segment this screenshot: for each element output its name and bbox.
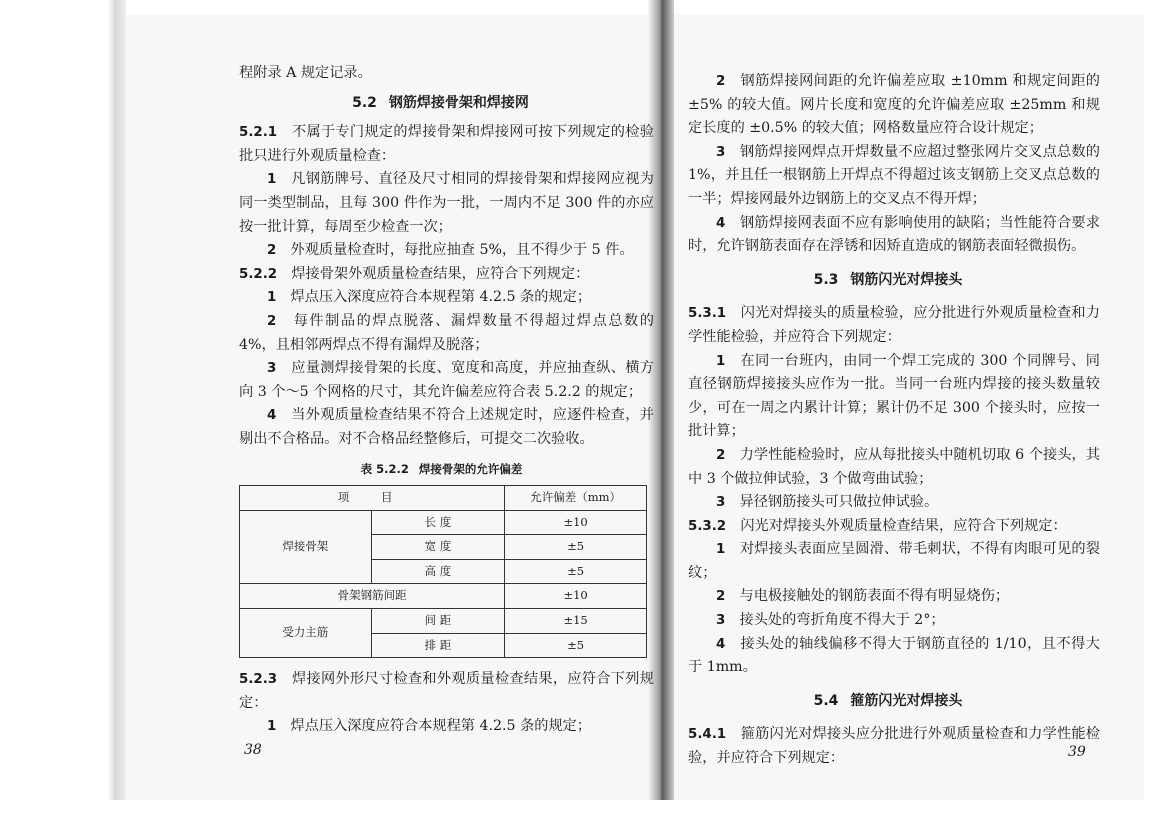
page-number-right: 39 [1068,744,1086,760]
clause-5-3-1 [688,302,1100,349]
item-5-3-1-1 [688,350,1100,444]
clause-number: 5.2.2 [239,266,278,282]
item-5-2-2-4 [239,404,654,451]
item-5-2-2-3 [239,357,654,404]
item-number: 1 [716,542,726,558]
item-5-2-3-4 [688,212,1100,259]
item-number: 2 [716,74,726,89]
item-5-3-2-3 [688,609,1100,633]
clause-5-2-1 [239,121,654,168]
section-heading-5-2 [239,92,654,116]
section-number: 5.2 [352,94,377,111]
item-text: 异径钢筋接头可只做拉伸试验。 [739,494,939,511]
item-number: 4 [716,636,726,652]
row-label: 长 度 [371,510,505,535]
item-number: 2 [716,589,726,605]
row-label: 宽 度 [371,535,505,560]
item-number: 1 [267,719,277,735]
item-text: 在同一台班内，由同一个焊工完成的 300 个同牌号、同直径钢筋焊接接头应作为一批。当同一台班内焊接的接头数量较少，可在一周之内累计计算；累计仍不足 300 个接头时，应按一批计算； [688,352,1100,440]
section-title: 钢筋闪光对焊接头 [850,271,963,288]
right-page-text [688,70,1100,771]
row-value: ±10 [505,510,647,535]
clause-5-2-3 [239,668,654,715]
row-label: 间 距 [371,609,505,634]
item-text: 接头处的轴线偏移不得大于钢筋直径的 1/10，且不得大于 1mm。 [688,635,1100,676]
item-text: 钢筋焊接网间距的允许偏差应取 ±10mm 和规定间距的 ±5% 的较大值。网片长度和宽度的允许偏差应取 ±25mm 和规定长度的 ±0.5% 的较大值；网格数量应符合设计规定； [688,73,1100,137]
item-text: 对焊接头表面应呈圆滑、带毛刺状，不得有肉眼可见的裂纹； [688,541,1100,581]
clause-number: 5.3.2 [688,518,727,534]
item-number: 3 [267,361,277,377]
item-5-3-1-2 [688,444,1100,491]
item-number: 4 [267,408,277,424]
row-value: ±5 [505,535,647,560]
item-5-3-2-2 [688,585,1100,609]
row-label: 排 距 [371,633,505,658]
item-number: 4 [716,215,726,231]
clause-5-3-2 [688,515,1100,539]
item-5-2-3-2 [688,70,1100,141]
left-page-text [239,62,654,739]
row-value: ±5 [505,633,647,658]
row-label: 高 度 [371,559,505,584]
header-item: 项 目 [240,486,505,511]
clause-text: 箍筋闪光对焊接头应分批进行外观质量检查和力学性能检验，并应符合下列规定： [688,726,1100,767]
item-number: 3 [716,495,726,511]
table-caption [239,458,654,482]
item-number: 3 [716,613,726,629]
item-text: 凡钢筋牌号、直径及尺寸相同的焊接骨架和焊接网应视为同一类型制品，且每 300 件作为一批，一周内不足 300 件的亦应按一批计算，每周至少检查一次； [239,171,654,235]
item-number: 1 [267,172,277,188]
item-text: 应量测焊接骨架的长度、宽度和高度，并应抽查纵、横方向 3 个～5 个网格的尺寸，其允许偏差应符合表 5.2.2 的规定； [239,360,654,400]
item-5-2-3-1 [239,715,654,739]
left-page-edge [108,0,126,826]
item-5-2-1-1 [239,168,654,239]
clause-text: 焊接网外形尺寸检查和外观质量检查结果，应符合下列规定： [239,671,654,711]
item-text: 接头处的弯折角度不得大于 2°； [739,612,945,629]
clause-text: 闪光对焊接头外观质量检查结果，应符合下列规定： [740,517,1067,534]
item-number: 1 [716,353,726,369]
item-text: 焊点压入深度应符合本规程第 4.2.5 条的规定； [290,718,592,735]
header-tolerance: 允许偏差（mm） [505,486,647,511]
tolerance-table [239,485,647,658]
row-label: 骨架钢筋间距 [240,584,505,609]
row-value: ±10 [505,584,647,609]
row-value: ±15 [505,609,647,634]
item-number: 2 [716,447,726,463]
section-number: 5.4 [813,692,839,709]
clause-number: 5.2.3 [239,672,278,688]
row-value: ±5 [505,559,647,584]
item-5-3-2-4 [688,633,1100,680]
item-number: 2 [267,243,277,259]
item-number: 2 [267,313,277,329]
table-header-row [240,486,647,511]
clause-number: 5.4.1 [688,727,727,743]
section-title: 钢筋焊接骨架和焊接网 [388,94,529,111]
item-text: 钢筋焊接网焊点开焊数量不应超过整张网片交叉点总数的 1%，并且任一根钢筋上开焊点不得超过该支钢筋上交叉点总数的一半；焊接网最外边钢筋上的交叉点不得开焊； [688,143,1100,207]
clause-number: 5.3.1 [688,306,727,322]
item-text: 外观质量检查时，每批应抽查 5%，且不得少于 5 件。 [290,242,634,259]
section-heading-5-3 [688,269,1100,293]
section-number: 5.3 [813,271,839,288]
item-5-3-2-1 [688,538,1100,585]
item-5-2-2-1 [239,286,654,310]
item-number: 1 [267,290,277,306]
section-heading-5-4 [688,690,1100,714]
group-welded-frame: 焊接骨架 [240,510,372,584]
group-main-bar: 受力主筋 [240,609,372,658]
section-title: 箍筋闪光对焊接头 [850,692,963,709]
scan-bottom-margin [0,800,1168,826]
clause-number: 5.2.1 [239,125,278,141]
table-row [240,584,647,609]
item-text: 当外观质量检查结果不符合上述规定时，应逐件检查，并剔出不合格品。对不合格品经整修后，可提交二次验收。 [239,407,654,447]
clause-5-4-1 [688,723,1100,770]
item-text: 焊点压入深度应符合本规程第 4.2.5 条的规定； [290,289,592,306]
item-5-2-1-2 [239,239,654,263]
item-5-3-1-3 [688,491,1100,515]
item-text: 钢筋焊接网表面不应有影响使用的缺陷；当性能符合要求时，允许钢筋表面存在浮锈和因矫直造成的钢筋表面轻微损伤。 [688,214,1100,255]
table-row [240,609,647,634]
table-title: 焊接骨架的允许偏差 [418,461,523,476]
item-number: 3 [716,144,726,160]
page-number-left: 38 [244,742,262,758]
table-number: 表 5.2.2 [360,461,409,476]
continued-line: 程附录 A 规定记录。 [239,65,372,81]
clause-text: 不属于专门规定的焊接骨架和焊接网可按下列规定的检验批只进行外观质量检查： [239,124,654,164]
table-row [240,510,647,535]
item-text: 每件制品的焊点脱落、漏焊数量不得超过焊点总数的 4%，且相邻两焊点不得有漏焊及脱落； [239,312,654,353]
clause-5-2-2 [239,263,654,287]
item-5-2-2-2 [239,310,654,357]
item-text: 力学性能检验时，应从每批接头中随机切取 6 个接头，其中 3 个做拉伸试验，3 个做弯曲试验； [688,446,1100,487]
item-text: 与电极接触处的钢筋表面不得有明显烧伤； [739,588,1010,605]
clause-text: 闪光对焊接头的质量检验，应分批进行外观质量检查和力学性能检验，并应符合下列规定： [688,305,1100,345]
item-5-2-3-3 [688,141,1100,212]
clause-text: 焊接骨架外观质量检查结果，应符合下列规定： [291,265,590,282]
